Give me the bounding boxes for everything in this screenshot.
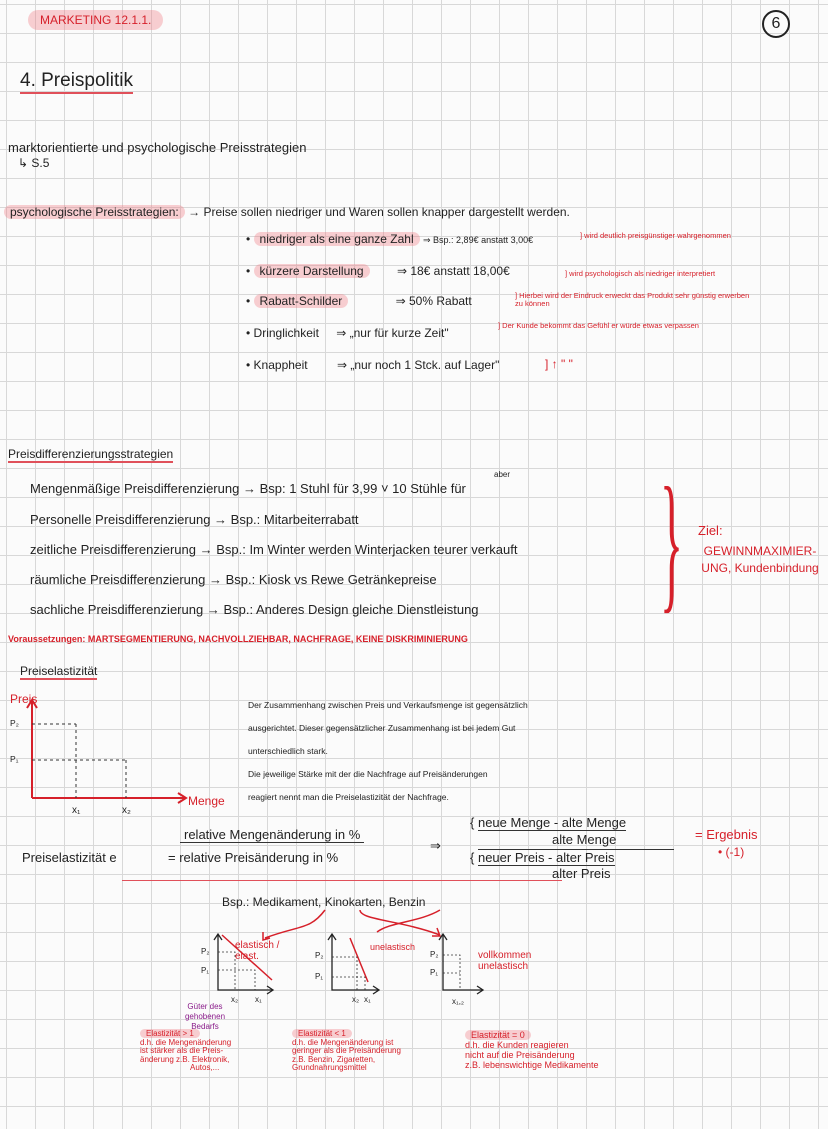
formula-num2: { neue Menge - alte Menge: [470, 815, 627, 830]
list-item: • Dringlichkeit ⇒ „nur für kurze Zeit": [246, 326, 449, 340]
diff-row: zeitliche Preisdifferenzierung → Bsp.: Im Winter werden Winterjacken teurer verkauft: [30, 542, 518, 557]
case-axis-label: x₁,₂: [452, 997, 465, 1006]
formula-result: = Ergebnis: [695, 827, 758, 842]
case-description: Elastizität = 0 d.h. die Kunden reagieren nicht auf die Preisänderung z.B. lebenswichtige Medikamente: [465, 1030, 599, 1070]
formula-result-note: • (-1): [718, 845, 745, 859]
case-axis-label: P₂: [315, 951, 324, 960]
case-axis-label: x₁: [364, 995, 371, 1004]
case-note: Güter des gehobenen Bedarfs: [184, 1002, 226, 1031]
case-description: Elastizität > 1 d.h. die Mengenänderung ist stärker als die Preis- änderung z.B. Elektronik, Autos,...: [140, 1029, 232, 1072]
elasticity-title: Preiselastizität: [20, 664, 98, 678]
requirements: Voraussetzungen: MARTSEGMENTIERUNG, NACHVOLLZIEHBAR, NACHFRAGE, KEINE DISKRIMINIERUNG: [8, 634, 468, 644]
case-axis-label: P₁: [315, 972, 324, 981]
formula-den2: { neuer Preis - alter Preis: [470, 850, 615, 865]
case-description: Elastizität < 1 d.h. die Mengenänderung ist geringer als die Preisänderung z.B. Benzin, Zigaretten, Grundnahrungsmittel: [292, 1029, 401, 1072]
psych-label: psychologische Preisstrategien:: [4, 205, 185, 219]
x-axis-label: Menge: [188, 794, 225, 808]
list-item: • niedriger als eine ganze Zahl ⇒ Bsp.: 2,89€ anstatt 3,00€: [246, 232, 534, 246]
formula-denominator: = relative Preisänderung in %: [168, 850, 339, 865]
case-axis-label: P₂: [201, 947, 210, 956]
case-axis-label: P₁: [430, 968, 439, 977]
page-number: 6: [762, 10, 790, 38]
x1-label: x₁: [72, 805, 81, 816]
case-axis-label: P₁: [201, 966, 210, 975]
diff-aside: aber: [494, 470, 511, 479]
list-item: • kürzere Darstellung ⇒ 18€ anstatt 18,00€: [246, 264, 510, 278]
brace-icon: }: [660, 458, 684, 628]
formula-den2-den: alter Preis: [552, 866, 611, 881]
case-axis-label: P₂: [430, 950, 439, 959]
elasticity-explanation: Der Zusammenhang zwischen Preis und Verkaufsmenge ist gegensätzlich ausgerichtet. Dieser gegensätzlicher Zusammenhang ist bei jedem Gut unterschiedlich stark. Die jeweilige Stärke mit der die Nachfrage auf Preisänderungen reagiert nennt man die Preiselastizität der Nachfrage.: [248, 700, 528, 802]
diff-title: Preisdifferenzierungsstrategien: [8, 447, 174, 461]
formula-numerator: relative Mengenänderung in %: [180, 827, 364, 843]
case-label: elastisch / elast.: [235, 940, 280, 962]
list-note: ] Der Kunde bekommt das Gefühl er würde etwas verpassen: [498, 321, 699, 330]
implies-arrow: ⇒: [430, 838, 441, 853]
list-note: ] wird psychologisch als niedriger interpretiert: [565, 269, 716, 278]
y-axis-label: Preis: [10, 692, 38, 706]
intro-line: marktorientierte und psychologische Preisstrategien: [8, 140, 307, 155]
list-note: ] wird deutlich preisgünstiger wahrgenommen: [580, 231, 731, 240]
psych-text: → Preise sollen niedriger und Waren sollen knapper dargestellt werden.: [188, 205, 570, 219]
diff-row: Mengenmäßige Preisdifferenzierung → Bsp: 1 Stuhl für 3,99 ˅ 10 Stühle für: [30, 481, 466, 496]
examples-line: Bsp.: Medikament, Kinokarten, Benzin: [222, 895, 426, 909]
page-title: 4. Preispolitik: [20, 70, 133, 94]
formula-lhs: Preiselastizität e: [22, 850, 117, 865]
subject-header: MARKETING 12.1.1.: [28, 10, 163, 30]
list-item: • Knappheit ⇒ „nur noch 1 Stck. auf Lager": [246, 358, 500, 372]
page-reference: ↳ S.5: [18, 156, 50, 170]
list-note: ] Hierbei wird der Eindruck erweckt das Produkt sehr günstig erwerben zu können: [515, 291, 750, 308]
case-label: vollkommen unelastisch: [478, 950, 532, 972]
list-note: ] ↑ " ": [545, 357, 573, 371]
diff-row: sachliche Preisdifferenzierung → Bsp.: Anderes Design gleiche Dienstleistung: [30, 602, 479, 617]
case-axis-label: x₂: [231, 995, 239, 1004]
case-label: unelastisch: [370, 942, 416, 952]
p1-label: P₁: [10, 754, 19, 764]
goal-label: Ziel:: [698, 523, 723, 538]
case-axis-label: x₁: [255, 995, 262, 1004]
formula-num2-den: alte Menge: [552, 832, 617, 847]
list-item: • Rabatt-Schilder ⇒ 50% Rabatt: [246, 294, 472, 308]
case-axis-label: x₂: [352, 995, 360, 1004]
p2-label: P₂: [10, 718, 19, 728]
diff-row: räumliche Preisdifferenzierung → Bsp.: Kiosk vs Rewe Getränkepreise: [30, 572, 437, 587]
goal-text: GEWINNMAXIMIER-UNG, Kundenbindung: [701, 544, 819, 575]
x2-label: x₂: [122, 805, 131, 816]
diff-row: Personelle Preisdifferenzierung → Bsp.: Mitarbeiterrabatt: [30, 512, 359, 527]
